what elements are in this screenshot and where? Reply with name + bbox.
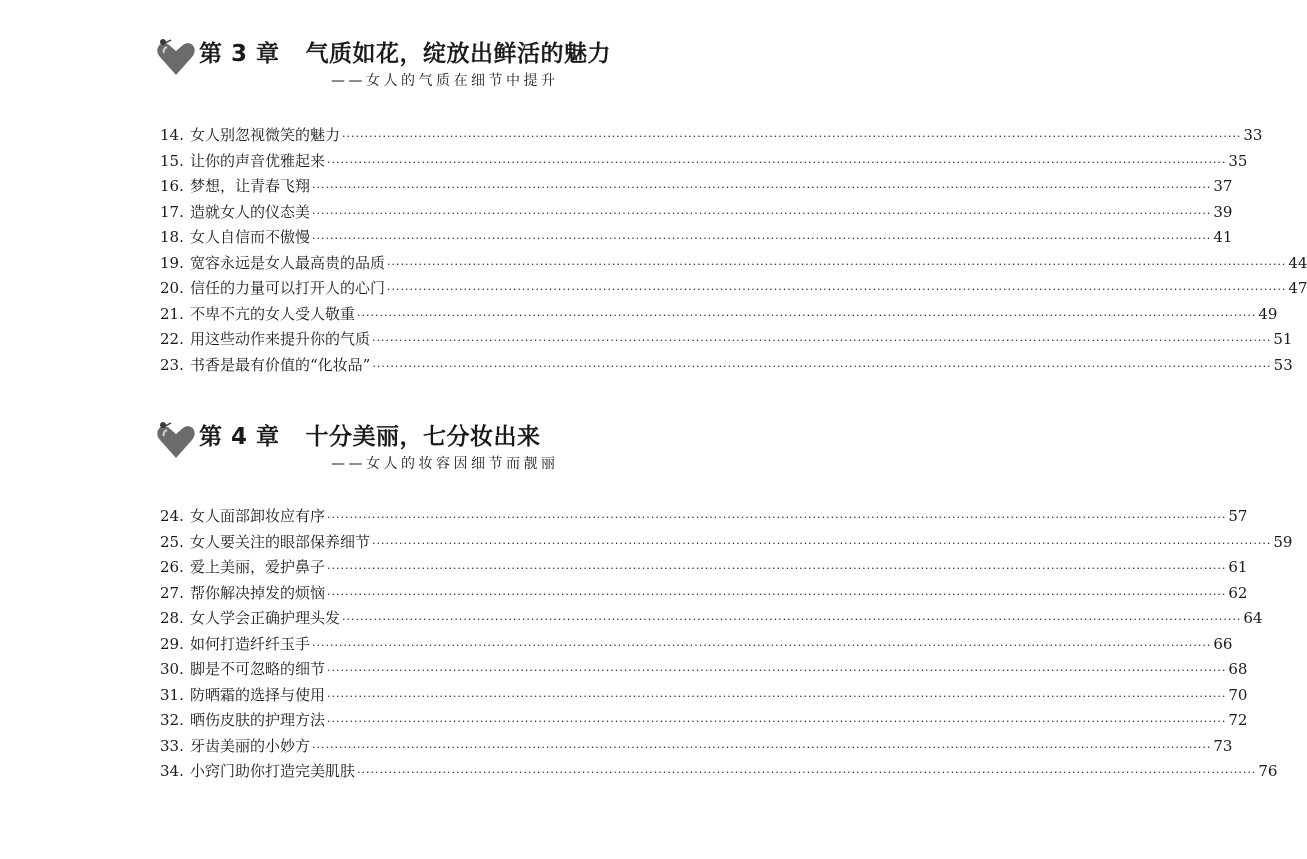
leader-dots: ········································································································································································································ — [387, 257, 1287, 271]
leader-dots: ········································································································································································································ — [372, 359, 1272, 373]
toc-entry[interactable] — [160, 251, 1307, 277]
chapter-header — [155, 35, 715, 105]
leader-dots: ········································································································································································································ — [312, 638, 1212, 652]
toc-entry[interactable] — [160, 632, 1233, 658]
entry-page: 64 — [1243, 609, 1263, 627]
entry-title: 女人学会正确护理头发 — [190, 609, 341, 627]
entry-number: 21. — [160, 304, 184, 323]
entry-title: 用这些动作来提升你的气质 — [190, 330, 371, 348]
leader-dots: ········································································································································································································ — [372, 536, 1272, 550]
toc-entry[interactable] — [160, 657, 1248, 683]
entry-title: 造就女人的仪态美 — [190, 202, 311, 221]
entry-number: 29. — [160, 634, 184, 653]
toc-entry[interactable] — [160, 581, 1248, 607]
toc-entry[interactable] — [160, 327, 1293, 353]
entry-number: 24. — [160, 507, 184, 525]
leader-dots: ········································································································································································································ — [312, 206, 1212, 220]
entry-number: 17. — [160, 202, 184, 221]
toc-entry[interactable] — [160, 302, 1278, 328]
entry-title: 宽容永远是女人最高贵的品质 — [190, 253, 386, 272]
entry-number: 15. — [160, 151, 184, 170]
entry-title: 女人自信而不傲慢 — [190, 228, 311, 246]
entry-number: 18. — [160, 228, 184, 246]
toc-entry[interactable] — [160, 149, 1248, 175]
leader-dots: ········································································································································································································ — [327, 562, 1227, 575]
entry-number: 22. — [160, 330, 184, 348]
toc-entry[interactable] — [160, 276, 1307, 302]
chapter-title-text: 十分美丽，七分妆出来 — [305, 424, 541, 450]
chapter-title-text: 气质如花，绽放出鲜活的魅力 — [305, 41, 612, 67]
entry-title: 女人面部卸妆应有序 — [190, 507, 326, 525]
entry-page: 70 — [1228, 685, 1248, 704]
entry-number: 16. — [160, 177, 184, 195]
toc-entry[interactable] — [160, 555, 1248, 581]
chapter-title — [199, 35, 611, 68]
chapter-title — [199, 418, 541, 451]
chapter-header — [155, 418, 715, 488]
entry-number: 23. — [160, 355, 184, 374]
entry-number: 32. — [160, 711, 184, 729]
toc-list — [160, 123, 1307, 378]
leader-dots: ········································································································································································································ — [327, 689, 1227, 703]
entry-page: 66 — [1213, 634, 1233, 653]
entry-title: 防晒霜的选择与使用 — [190, 685, 326, 704]
entry-number: 34. — [160, 762, 184, 780]
leader-dots: ········································································································································································································ — [357, 766, 1257, 779]
entry-page: 33 — [1243, 126, 1263, 144]
toc-entry[interactable] — [160, 225, 1233, 251]
leader-dots: ········································································································································································································ — [312, 232, 1212, 245]
toc-entry[interactable] — [160, 606, 1263, 632]
entry-page: 68 — [1228, 660, 1248, 678]
entry-number: 26. — [160, 558, 184, 576]
leader-dots: ········································································································································································································ — [312, 740, 1212, 754]
entry-title: 帮你解决掉发的烦恼 — [190, 583, 326, 602]
entry-number: 28. — [160, 609, 184, 627]
entry-page: 47 — [1288, 279, 1307, 297]
entry-page: 44 — [1288, 253, 1307, 272]
entry-title: 牙齿美丽的小妙方 — [190, 736, 311, 755]
leader-dots: ········································································································································································································ — [327, 664, 1227, 677]
entry-title: 不卑不亢的女人受人敬重 — [190, 304, 356, 323]
entry-title: 爱上美丽，爱护鼻子 — [190, 558, 326, 576]
entry-page: 73 — [1213, 736, 1233, 755]
entry-page: 62 — [1228, 583, 1248, 602]
toc-entry[interactable] — [160, 200, 1233, 226]
toc-entry[interactable] — [160, 123, 1263, 149]
entry-page: 61 — [1228, 558, 1248, 576]
toc-entry[interactable] — [160, 530, 1293, 556]
entry-number: 20. — [160, 279, 184, 297]
toc-entry[interactable] — [160, 708, 1248, 734]
entry-page: 49 — [1258, 304, 1278, 323]
leader-dots: ········································································································································································································ — [342, 613, 1242, 626]
entry-page: 39 — [1213, 202, 1233, 221]
entry-title: 女人要关注的眼部保养细节 — [190, 532, 371, 551]
toc-entry[interactable] — [160, 504, 1248, 530]
toc-entry[interactable] — [160, 174, 1233, 200]
entry-page: 72 — [1228, 711, 1248, 729]
entry-page: 35 — [1228, 151, 1248, 170]
leader-dots: ········································································································································································································ — [312, 181, 1212, 194]
leader-dots: ········································································································································································································ — [327, 155, 1227, 169]
chapter-subtitle: ——女人的妆容因细节而靓丽 — [331, 456, 559, 472]
chapter-number: 第 4 章 — [199, 424, 280, 450]
entry-title: 信任的力量可以打开人的心门 — [190, 279, 386, 297]
leader-dots: ········································································································································································································ — [342, 130, 1242, 143]
entry-page: 37 — [1213, 177, 1233, 195]
entry-page: 57 — [1228, 507, 1248, 525]
entry-number: 30. — [160, 660, 184, 678]
toc-entry[interactable] — [160, 759, 1278, 785]
heart-icon — [155, 37, 197, 77]
leader-dots: ········································································································································································································ — [327, 587, 1227, 601]
entry-page: 76 — [1258, 762, 1278, 780]
leader-dots: ········································································································································································································ — [372, 334, 1272, 347]
leader-dots: ········································································································································································································ — [387, 283, 1287, 296]
entry-title: 梦想，让青春飞翔 — [190, 177, 311, 195]
leader-dots: ········································································································································································································ — [357, 308, 1257, 322]
heart-icon — [155, 420, 197, 460]
entry-page: 41 — [1213, 228, 1233, 246]
entry-number: 25. — [160, 532, 184, 551]
toc-entry[interactable] — [160, 353, 1293, 379]
entry-page: 59 — [1273, 532, 1293, 551]
entry-number: 31. — [160, 685, 184, 704]
entry-title: 如何打造纤纤玉手 — [190, 634, 311, 653]
toc-entry[interactable] — [160, 683, 1248, 709]
entry-title: 让你的声音优雅起来 — [190, 151, 326, 170]
entry-number: 14. — [160, 126, 184, 144]
entry-page: 51 — [1273, 330, 1293, 348]
entry-title: 女人别忽视微笑的魅力 — [190, 126, 341, 144]
chapter-number: 第 3 章 — [199, 41, 280, 67]
leader-dots: ········································································································································································································ — [327, 511, 1227, 524]
entry-title: 小窍门助你打造完美肌肤 — [190, 762, 356, 780]
entry-title: 晒伤皮肤的护理方法 — [190, 711, 326, 729]
entry-number: 33. — [160, 736, 184, 755]
leader-dots: ········································································································································································································ — [327, 715, 1227, 728]
entry-title: 脚是不可忽略的细节 — [190, 660, 326, 678]
toc-list — [160, 504, 1293, 785]
chapter-subtitle: ——女人的气质在细节中提升 — [331, 73, 559, 89]
entry-number: 27. — [160, 583, 184, 602]
entry-number: 19. — [160, 253, 184, 272]
toc-entry[interactable] — [160, 734, 1233, 760]
entry-page: 53 — [1273, 355, 1293, 374]
entry-title: 书香是最有价值的“化妆品” — [190, 355, 371, 374]
